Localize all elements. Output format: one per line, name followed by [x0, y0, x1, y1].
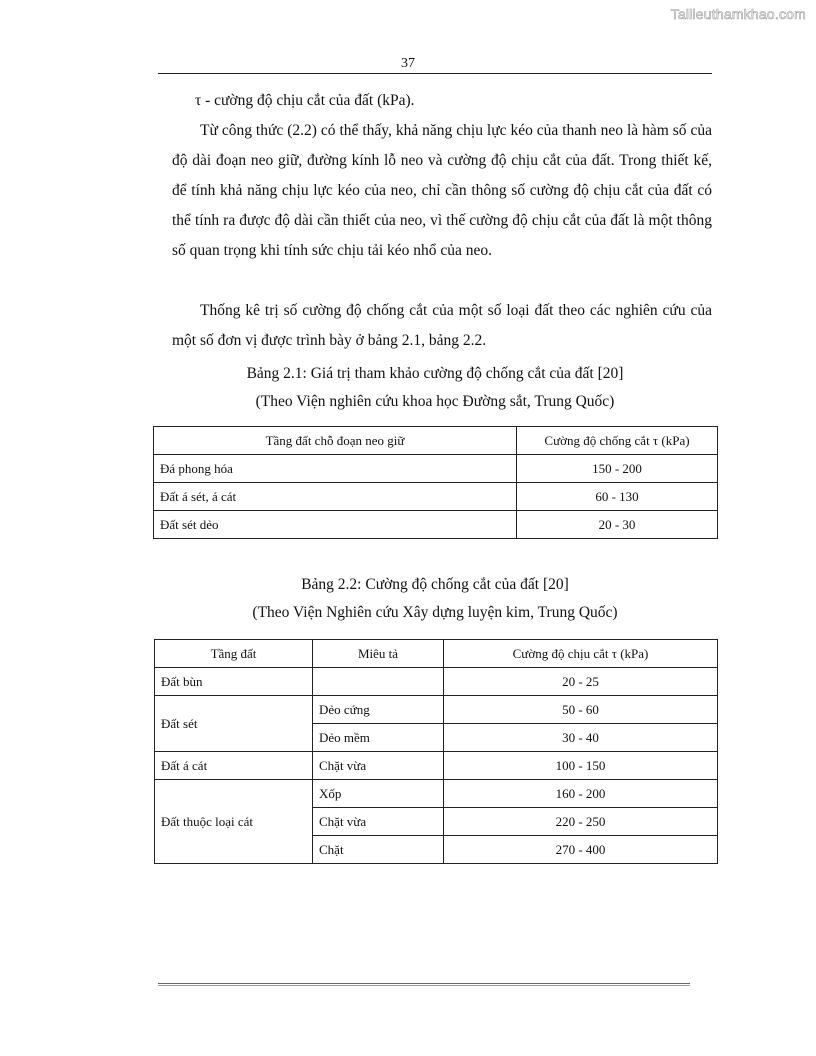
- table2-cell-value: 20 - 25: [444, 668, 718, 696]
- table2-cell-value: 30 - 40: [444, 724, 718, 752]
- table2-cell-description: Chặt: [313, 836, 444, 864]
- table2-cell-value: 220 - 250: [444, 808, 718, 836]
- table2-header-strength: Cường độ chịu cắt τ (kPa): [444, 640, 718, 668]
- table-row: [155, 696, 718, 724]
- table2-cell-description: Dẻo cứng: [313, 696, 444, 724]
- table2-cell-value: 160 - 200: [444, 780, 718, 808]
- table-row: [154, 511, 718, 539]
- table2-header-layer: Tầng đất: [155, 640, 313, 668]
- table-2-2: [154, 639, 718, 864]
- table1-cell-value: 20 - 30: [517, 511, 718, 539]
- table1-header-strength: Cường độ chống cắt τ (kPa): [517, 427, 718, 455]
- table1-caption: [0, 360, 816, 416]
- table-row: [155, 668, 718, 696]
- table2-cell-layer: Đất á cát: [155, 752, 313, 780]
- table2-caption: [0, 571, 816, 627]
- table-row: [155, 752, 718, 780]
- table2-cell-value: 50 - 60: [444, 696, 718, 724]
- table1-cell-value: 60 - 130: [517, 483, 718, 511]
- table1-cell-value: 150 - 200: [517, 455, 718, 483]
- table2-caption-title: Bảng 2.2: Cường độ chống cắt của đất [20]: [301, 576, 569, 593]
- table2-cell-description: Dẻo mềm: [313, 724, 444, 752]
- table2-cell-layer: Đất bùn: [155, 668, 313, 696]
- header-rule: [158, 73, 712, 74]
- table2-cell-value: 270 - 400: [444, 836, 718, 864]
- page-number: 37: [401, 56, 415, 71]
- table1-caption-title: Bảng 2.1: Giá trị tham khảo cường độ chống cắt của đất [20]: [246, 365, 624, 382]
- table1-cell-layer: Đá phong hóa: [154, 455, 517, 483]
- table2-cell-description: Chặt vừa: [313, 808, 444, 836]
- table2-cell-description: Chặt vừa: [313, 752, 444, 780]
- footer-rule: [158, 983, 690, 986]
- table-header-row: [155, 640, 718, 668]
- paragraph-tau-definition: τ - cường độ chịu cắt của đất (kPa).: [195, 92, 415, 109]
- table2-cell-layer: Đất thuộc loại cát: [155, 780, 313, 864]
- table2-cell-layer: Đất sét: [155, 696, 313, 752]
- paragraph-statistics-intro: Thống kê trị số cường độ chống cắt của một số loại đất theo các nghiên cứu của một số đơn vị được trình bày ở bảng 2.1, bảng 2.2.: [172, 302, 712, 349]
- table-row: [154, 483, 718, 511]
- paragraph-formula-explanation: Từ công thức (2.2) có thể thấy, khả năng chịu lực kéo của thanh neo là hàm số của độ dài đoạn neo giữ, đường kính lỗ neo và cường độ chịu cắt của đất. Trong thiết kế, để tính khả năng chịu lực kéo của neo, chỉ cần thông số cường độ chịu cắt của đất có thể tính ra được độ dài cần thiết của neo, vì thế cường độ chịu cắt của đất là một thông số quan trọng khi tính sức chịu tải kéo nhổ của neo.: [172, 122, 712, 259]
- table2-header-description: Miêu tả: [313, 640, 444, 668]
- table2-cell-description: [313, 668, 444, 696]
- table1-header-layer: Tầng đất chỗ đoạn neo giữ: [154, 427, 517, 455]
- table2-cell-description: Xốp: [313, 780, 444, 808]
- table-row: [155, 780, 718, 808]
- watermark: Tailieuthamkhao.com: [670, 6, 806, 22]
- table-2-1: [153, 426, 718, 539]
- table-row: [154, 455, 718, 483]
- table1-cell-layer: Đất á sét, á cát: [154, 483, 517, 511]
- table2-cell-value: 100 - 150: [444, 752, 718, 780]
- table1-cell-layer: Đất sét dẻo: [154, 511, 517, 539]
- table1-caption-source: (Theo Viện nghiên cứu khoa học Đường sắt, Trung Quốc): [255, 393, 615, 410]
- table2-caption-source: (Theo Viện Nghiên cứu Xây dựng luyện kim, Trung Quốc): [252, 604, 618, 621]
- table-header-row: [154, 427, 718, 455]
